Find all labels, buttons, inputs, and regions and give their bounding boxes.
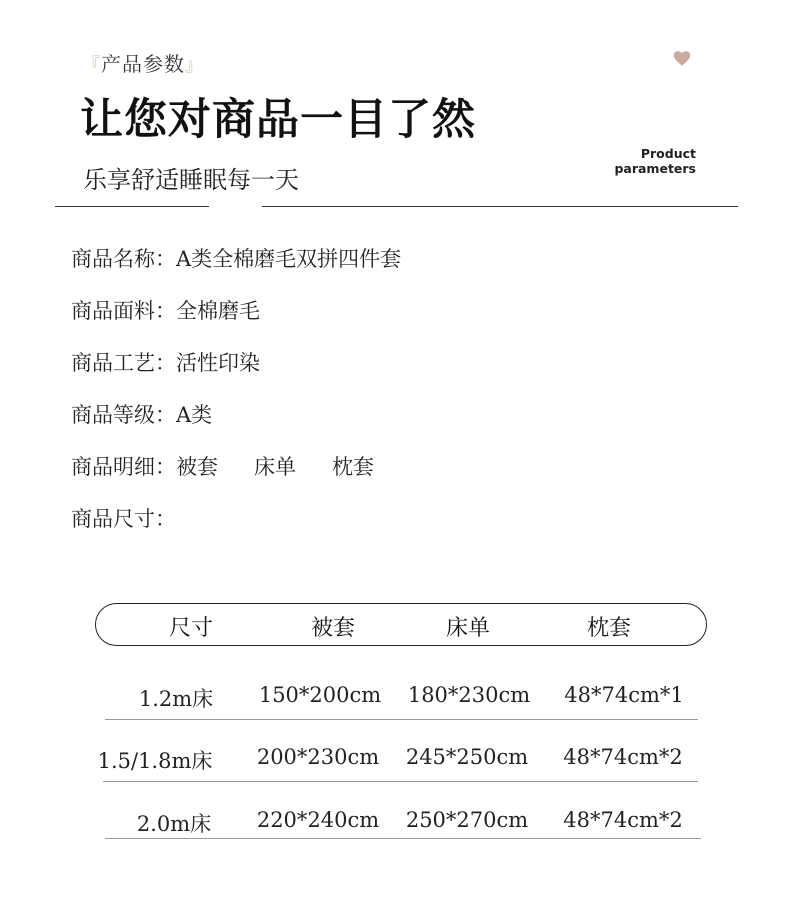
- english-label: [598, 146, 696, 176]
- table-header-size: 尺寸: [168, 616, 213, 641]
- spec-row-craft: [71, 347, 260, 377]
- spec-label: 商品工艺：: [71, 351, 176, 375]
- spec-row-size: [71, 503, 176, 533]
- spec-row-contents: [71, 451, 374, 481]
- table-row-divider: [105, 719, 698, 720]
- english-label-line2: parameters: [614, 161, 696, 176]
- table-cell-pillowcase: 48*74cm*1: [564, 683, 684, 707]
- spec-row-name: [71, 243, 401, 273]
- spec-label: 商品尺寸：: [71, 507, 176, 531]
- spec-item: 枕套: [332, 455, 374, 479]
- table-cell-duvet: 150*200cm: [258, 683, 382, 707]
- spec-value: A类: [176, 403, 213, 427]
- spec-label: 商品等级：: [71, 403, 176, 427]
- spec-label: 商品明细：: [71, 455, 176, 479]
- spec-item: 床单: [254, 455, 296, 479]
- tag-bracket-open: 『: [82, 55, 101, 76]
- header-divider-left: [55, 206, 209, 207]
- spec-value: 全棉磨毛: [176, 299, 260, 323]
- table-cell-sheet: 180*230cm: [407, 683, 531, 707]
- spec-value: A类全棉磨毛双拼四件套: [176, 247, 402, 271]
- spec-item: 被套: [176, 455, 218, 479]
- section-tag: [82, 48, 204, 77]
- table-cell-duvet: 200*230cm: [256, 745, 380, 769]
- spec-label: 商品面料：: [71, 299, 176, 323]
- table-cell-size: 2.0m床: [136, 812, 212, 836]
- table-header-duvet: 被套: [310, 616, 355, 641]
- table-cell-size: 1.2m床: [138, 687, 214, 711]
- table-cell-size: 1.5/1.8m床: [97, 749, 213, 773]
- table-cell-pillowcase: 48*74cm*2: [563, 745, 683, 769]
- table-cell-sheet: 245*250cm: [405, 745, 529, 769]
- tag-bracket-close: 』: [185, 55, 204, 76]
- table-row-divider: [105, 838, 701, 839]
- table-cell-sheet: 250*270cm: [405, 808, 529, 832]
- spec-row-fabric: [71, 295, 260, 325]
- page-headline: 让您对商品一目了然: [80, 95, 476, 145]
- heart-icon: [673, 50, 691, 68]
- tag-text: 产品参数: [101, 52, 185, 76]
- table-cell-pillowcase: 48*74cm*2: [563, 808, 683, 832]
- page-subline: 乐享舒适睡眠每一天: [83, 166, 299, 194]
- spec-value: 活性印染: [176, 351, 260, 375]
- table-header-sheet: 床单: [445, 616, 490, 641]
- table-cell-duvet: 220*240cm: [256, 808, 380, 832]
- spec-label: 商品名称：: [71, 247, 176, 271]
- english-label-line1: Product: [640, 146, 696, 161]
- table-row-divider: [103, 781, 698, 782]
- header-divider-right: [262, 206, 738, 207]
- table-header-pillowcase: 枕套: [586, 616, 631, 641]
- spec-row-grade: [71, 399, 212, 429]
